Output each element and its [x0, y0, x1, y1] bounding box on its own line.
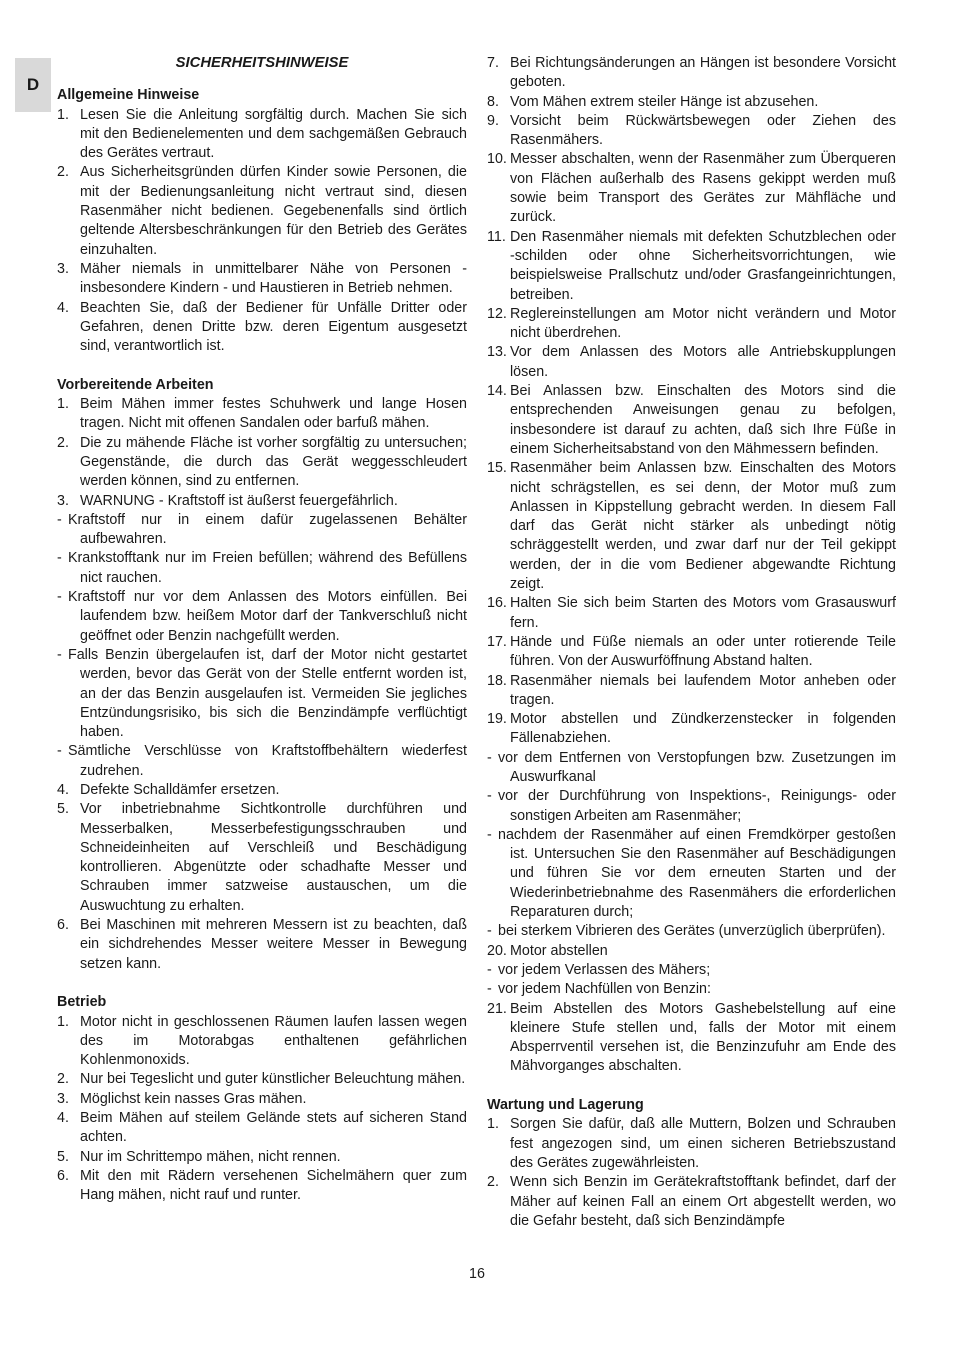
item-number: 5. — [57, 1148, 69, 1165]
item-number: 12. — [487, 305, 507, 322]
item-number: 9. — [487, 112, 499, 129]
item-number: 2. — [57, 164, 69, 181]
item-number: 7. — [487, 55, 499, 71]
dash-item — [487, 961, 896, 980]
item-text: Beim Abstellen des Motors Gashebelstellung auf eine kleinere Stufe stellen und, falls der Motor mit einem Absperrventil versehen ist, die Benzinzufuhr am Ende des Mähvorganges abschalten. — [510, 1000, 896, 1075]
item-text: Bei Anlassen bzw. Einschalten des Motors sind die entsprechenden Anweisungen genau zu befolgen, insbesondere ist darauf zu achten, daß sich Ihre Füße in einem Sicherheitsabstand von den Mähmessern befinden. — [510, 383, 896, 457]
dash-text: vor jedem Nachfüllen von Benzin: — [498, 981, 711, 998]
dash-text: Falls Benzin übergelaufen ist, darf der Motor nicht gestartet werden, bevor das Gerät von der Stelle entfernt worden ist, an der das Benzin ausgelaufen ist. Vermeiden Sie jegliches Entzündungsrisiko, bis sich die Benzindämpfe verflüchtigt haben. — [68, 646, 467, 741]
item-number: 5. — [57, 801, 69, 818]
dash-marker: - — [487, 923, 492, 940]
dash-marker: - — [487, 826, 492, 843]
item-number: 1. — [487, 1116, 499, 1133]
language-tab: D — [15, 58, 51, 112]
list-betrieb-dashes-20 — [487, 961, 896, 1000]
item-text: Mäher niemals in unmittelbarer Nähe von Personen - insbesondere Kindern - und Haustieren in Betrieb nehmen. — [80, 260, 467, 297]
item-text: Rasenmäher niemals bei laufendem Motor anheben oder tragen. — [510, 672, 896, 708]
item-number: 1. — [57, 106, 69, 123]
page-number: 16 — [469, 1266, 485, 1282]
dash-marker: - — [487, 749, 492, 766]
dash-text: Kraftstoff nur in einem dafür zugelassenen Behälter aufbewahren. — [68, 511, 467, 548]
list-item — [487, 93, 896, 112]
item-text: WARNUNG - Kraftstoff ist äußerst feuergefährlich. — [80, 492, 398, 509]
item-number: 11. — [487, 228, 506, 245]
dash-marker: - — [487, 788, 492, 805]
dash-text: vor dem Entfernen von Verstopfungen bzw. Zusetzungen im Auswurfkanal — [498, 749, 896, 785]
list-item — [487, 382, 896, 459]
list-vorbereitung-dashes — [57, 511, 467, 781]
item-text: Motor abstellen und Zündkerzenstecker in folgenden Fällenabziehen. — [510, 711, 896, 747]
dash-text: vor jedem Verlassen des Mähers; — [498, 961, 711, 978]
item-text: Halten Sie sich beim Starten des Motors vom Grasauswurf fern. — [510, 595, 896, 631]
item-number: 3. — [57, 260, 69, 277]
dash-item — [487, 749, 896, 788]
item-text: Beim Mähen immer festes Schuhwerk und lange Hosen tragen. Nicht mit offenen Sandalen oder barfuß mähen. — [80, 396, 467, 432]
item-text: Mit den mit Rädern versehenen Sichelmähern quer zum Hang mähen, nicht rauf und runter. — [80, 1167, 467, 1204]
list-item — [57, 163, 467, 259]
list-item — [57, 1070, 467, 1089]
dash-marker: - — [487, 981, 492, 998]
list-item — [57, 800, 467, 916]
item-text: Motor nicht in geschlossenen Räumen laufen lassen wegen des im Motorabgas enthaltenen gefährlichen Kohlenmonoxids. — [80, 1013, 467, 1069]
item-text: Lesen Sie die Anleitung sorgfältig durch. Machen Sie sich mit den Bedienelementen und dem sachgemäßen Gebrauch des Gerätes vertraut. — [80, 106, 467, 162]
list-betrieb-dashes-19 — [487, 749, 896, 942]
item-text: Sorgen Sie dafür, daß alle Muttern, Bolzen und Schrauben fest angezogen sind, um einen sicheren Betriebszustand des Gerätes zugewährleisten. — [510, 1116, 896, 1171]
dash-item — [487, 922, 896, 941]
list-item — [487, 112, 896, 151]
list-vorbereitung-a — [57, 395, 467, 511]
item-number: 6. — [57, 1167, 69, 1184]
dash-marker: - — [57, 550, 62, 567]
item-text: Vorsicht beim Rückwärtsbewegen oder Ziehen des Rasenmähers. — [510, 112, 896, 149]
dash-item — [57, 588, 467, 646]
item-number: 4. — [57, 1110, 69, 1127]
item-number: 16. — [487, 595, 507, 612]
section-heading-vorbereitung: Vorbereitende Arbeiten — [57, 376, 214, 393]
section-heading-wartung: Wartung und Lagerung — [487, 1097, 644, 1114]
list-item — [57, 260, 467, 299]
item-text: Motor abstellen — [510, 942, 608, 959]
item-number: 15. — [487, 460, 507, 477]
item-number: 8. — [487, 93, 499, 110]
list-item — [57, 1148, 467, 1167]
item-number: 3. — [57, 1090, 69, 1107]
dash-marker: - — [57, 743, 62, 760]
item-text: Messer abschalten, wenn der Rasenmäher zum Überqueren von Flächen außerhalb des Rasens gekippt werden muß sowie beim Transport des Gerätes zur Mähfläche und zurück. — [510, 151, 896, 226]
list-item — [487, 459, 896, 594]
item-text: Rasenmäher beim Anlassen bzw. Einschalten des Motors nicht schrägstellen, es sei denn, der Motor muß zum Anlassen in Kippstellung gebracht werden. In diesem Fall darf das Gerät nicht stärker als unbedingt nötig schräggestellt werden, und zwar darf nur der Teil gekippt werden, der in die vom Bediener abgewandte Richtung zeigt. — [510, 460, 896, 593]
list-item — [487, 1000, 896, 1077]
item-text: Bei Maschinen mit mehreren Messern ist zu beachten, daß ein sichdrehendes Messer weitere Messer in Bewegung setzen kann. — [80, 917, 467, 972]
item-number: 6. — [57, 917, 69, 934]
list-item — [57, 916, 467, 974]
item-text: Nur im Schrittempo mähen, nicht rennen. — [80, 1148, 341, 1165]
list-item — [57, 434, 467, 492]
list-wartung — [487, 1115, 896, 1231]
list-item — [57, 1013, 467, 1071]
section-heading-betrieb: Betrieb — [57, 994, 107, 1011]
list-item — [487, 1173, 896, 1231]
item-number: 4. — [57, 781, 69, 798]
item-number: 1. — [57, 396, 69, 413]
left-column — [57, 54, 467, 1206]
item-number: 2. — [57, 1071, 69, 1088]
item-text: Beachten Sie, daß der Bediener für Unfälle Dritter oder Gefahren, denen Dritte bzw. deren Eigentum ausgesetzt sind, verantwortlich ist. — [80, 299, 467, 355]
dash-text: bei sterkem Vibrieren des Gerätes (unverzüglich überprüfen). — [498, 923, 886, 940]
dash-text: Kraftstoff nur vor dem Anlassen des Motors einfüllen. Bei laufendem bzw. heißem Motor darf der Tankverschluß nicht geöffnet oder Benzin nachgefüllt werden. — [68, 589, 467, 644]
item-text: Den Rasenmäher niemals mit defekten Schutzblechen oder -schilden oder ohne Sicherheitsvorrichtungen, wie beispielsweise Prallschutz und/oder Grasfangeinrichtungen, betreiben. — [510, 228, 896, 303]
item-number: 4. — [57, 299, 69, 316]
item-text: Nur bei Tegeslicht und guter künstlicher Beleuchtung mähen. — [80, 1071, 466, 1088]
list-item — [57, 1109, 467, 1148]
item-number: 14. — [487, 383, 507, 400]
item-number: 2. — [57, 434, 69, 451]
item-text: Die zu mähende Fläche ist vorher sorgfältig zu untersuchen; Gegenstände, die durch das Gerät weggesschleudert werden können, sind zu entfernen. — [80, 434, 467, 490]
dash-marker: - — [487, 961, 492, 978]
list-item — [487, 150, 896, 227]
dash-item — [57, 511, 467, 550]
item-text: Möglichst kein nasses Gras mähen. — [80, 1090, 307, 1107]
section-heading-allgemein: Allgemeine Hinweise — [57, 87, 200, 104]
list-item — [57, 1167, 467, 1206]
dash-text: vor der Durchführung von Inspektions-, Reinigungs- oder sonstigen Arbeiten am Rasenmäher; — [498, 788, 896, 824]
list-item — [487, 1115, 896, 1173]
item-text: Bei Richtungsänderungen an Hängen ist besondere Vorsicht geboten. — [510, 55, 896, 91]
list-item — [487, 672, 896, 711]
dash-marker: - — [57, 511, 62, 528]
item-number: 3. — [57, 492, 69, 509]
dash-item — [57, 742, 467, 781]
item-text: Vom Mähen extrem steiler Hänge ist abzusehen. — [510, 93, 819, 110]
list-item — [487, 633, 896, 672]
list-item — [57, 395, 467, 434]
page-title: SICHERHEITSHINWEISE — [175, 55, 349, 71]
list-allgemein — [57, 106, 467, 357]
list-item — [487, 942, 896, 961]
list-item — [57, 781, 467, 800]
list-betrieb-left — [57, 1013, 467, 1206]
list-item — [57, 106, 467, 164]
list-item — [487, 594, 896, 633]
item-number: 18. — [487, 672, 507, 689]
item-number: 2. — [487, 1174, 499, 1191]
list-item — [487, 54, 896, 93]
item-number: 10. — [487, 151, 507, 168]
dash-text: Sämtliche Verschlüsse von Kraftstoffbehältern wiederfest zudrehen. — [68, 743, 467, 779]
item-number: 21. — [487, 1000, 507, 1017]
item-text: Aus Sicherheitsgründen dürfen Kinder sowie Personen, die mit der Bedienungsanleitung nicht vertraut sind, diesen Rasenmäher nicht bedienen. Gegebenenfalls sind örtlich geltende Altersbeschränkungen für den Betrieb des Gerätes einzuhalten. — [80, 164, 467, 258]
item-number: 17. — [487, 633, 507, 650]
list-item — [487, 710, 896, 749]
dash-marker: - — [57, 646, 62, 663]
list-betrieb-right — [487, 54, 896, 749]
dash-item — [57, 646, 467, 742]
dash-item — [487, 980, 896, 999]
list-item — [57, 299, 467, 357]
item-text: Vor dem Anlassen des Motors alle Antriebskupplungen lösen. — [510, 344, 896, 380]
item-text: Defekte Schalldämfer ersetzen. — [80, 781, 280, 798]
item-number: 13. — [487, 344, 507, 361]
dash-item — [487, 826, 896, 922]
list-item — [487, 228, 896, 305]
item-text: Hände und Füße niemals an oder unter rotierende Teile führen. Von der Auswurföffnung Abstand halten. — [510, 633, 896, 670]
dash-item — [57, 549, 467, 588]
item-text: Wenn sich Benzin im Gerätekraftstofftank befindet, darf der Mäher auf keinen Fall an einem Ort abgestellt werden, wo die Gefahr besteht, daß sich Benzindämpfe — [510, 1174, 896, 1229]
item-number: 19. — [487, 711, 507, 728]
item-number: 1. — [57, 1013, 69, 1030]
dash-text: nachdem der Rasenmäher auf einen Fremdkörper gestoßen ist. Untersuchen Sie den Rasenmäher auf Beschädigungen und führen Sie vor dem erneuten Starten und der Wiederinbetriebnahme des Rasenmähers die erforderlichen Reparaturen durch; — [498, 826, 896, 921]
dash-text: Krankstofftank nur im Freien befüllen; während des Befüllens nict rauchen. — [68, 550, 467, 586]
item-text: Beim Mähen auf steilem Gelände stets auf sicheren Stand achten. — [80, 1110, 467, 1146]
dash-marker: - — [57, 589, 62, 606]
right-column — [487, 54, 896, 1231]
item-text: Vor inbetriebnahme Sichtkontrolle durchführen und Messerbalken, Messerbefestigungsschrauben und Schneideinheiten auf Verschleiß und Beschädigung kontrollieren. Abgenützte oder schadhafte Messer und Schrauben immer satzweise austauschen, um die Auswuchtung zu erhalten. — [80, 801, 467, 914]
list-item — [57, 492, 467, 511]
dash-item — [487, 787, 896, 826]
list-vorbereitung-b — [57, 781, 467, 974]
item-text: Reglereinstellungen am Motor nicht verändern und Motor nicht überdrehen. — [510, 305, 896, 342]
list-item — [487, 305, 896, 344]
list-item — [487, 343, 896, 382]
item-number: 20. — [487, 942, 507, 959]
list-item — [57, 1090, 467, 1109]
